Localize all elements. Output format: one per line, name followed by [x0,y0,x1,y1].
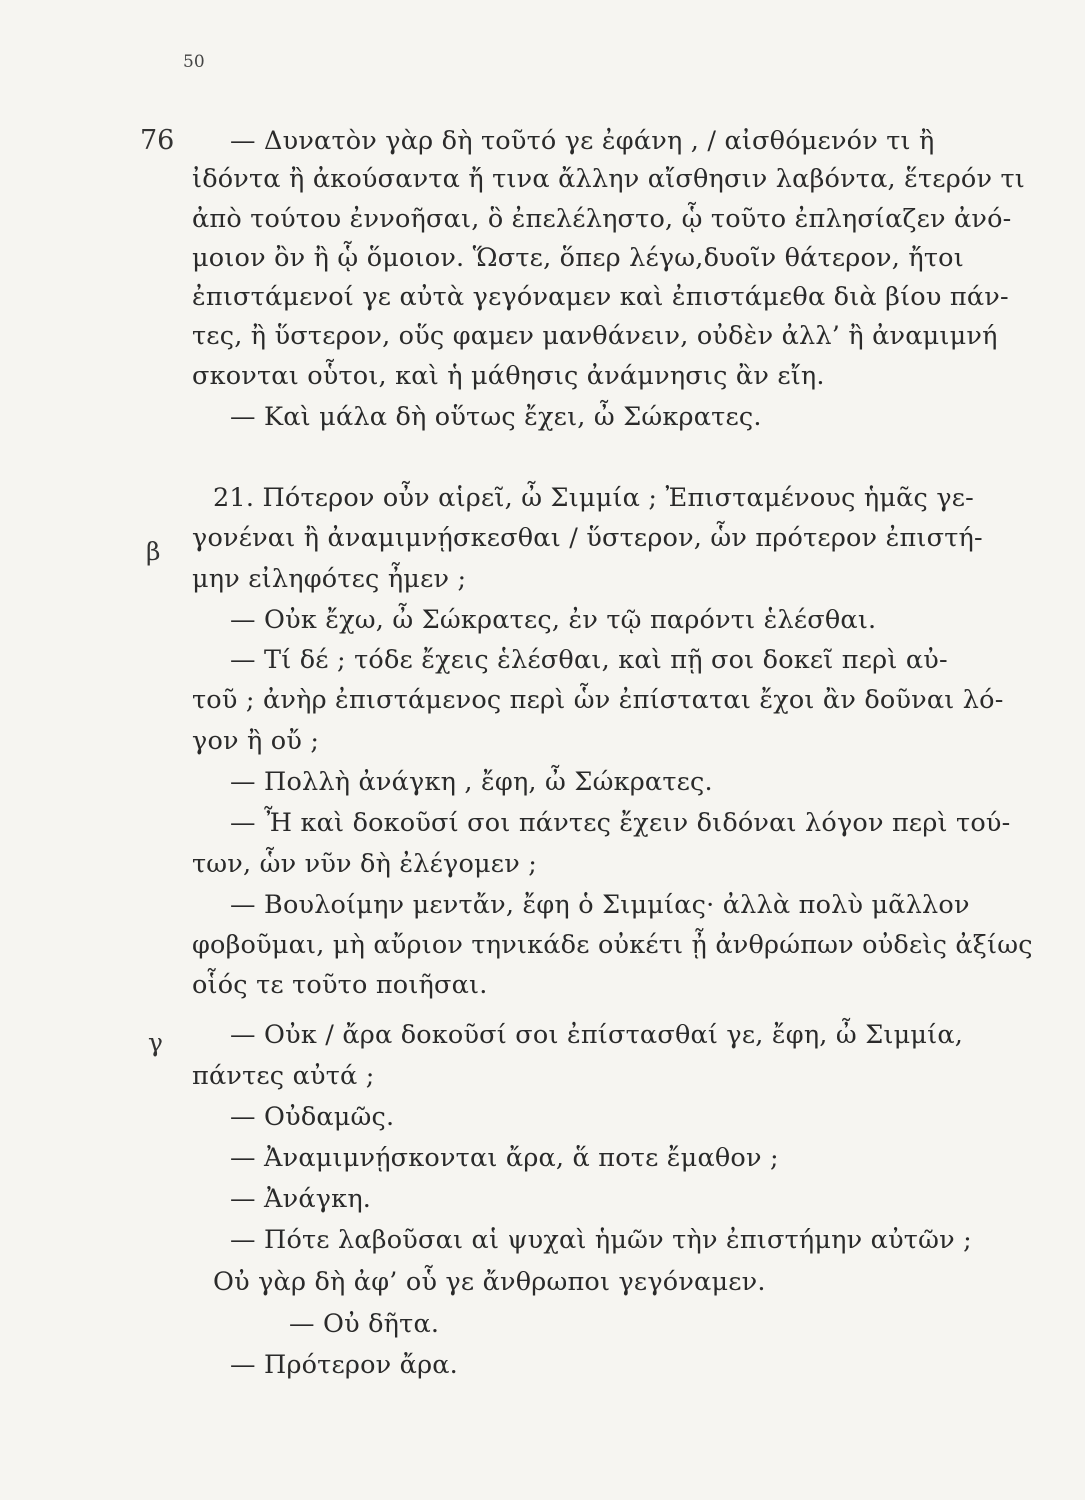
text-line: γον ἢ οὔ ; [192,726,320,756]
text-line: Οὐ γὰρ δὴ ἀφ’ οὗ γε ἄνθρωποι γεγόναμεν. [213,1267,766,1297]
text-line: φοβοῦμαι, μὴ αὔριον τηνικάδε οὐκέτι ᾖ ἀνθρώπων οὐδεὶς ἀξίως [192,930,1033,960]
margin-section-gamma: γ [148,1028,163,1057]
text-line: — Ἀναμιμνῄσκονται ἄρα, ἅ ποτε ἔμαθον ; [230,1143,779,1173]
text-line: — Οὐκ ἔχω, ὦ Σώκρατες, ἐν τῷ παρόντι ἑλέσθαι. [230,605,877,635]
text-line: — Οὐδαμῶς. [230,1102,395,1132]
text-line: — Βουλοίμην μεντἄν, ἔφη ὁ Σιμμίας· ἀλλὰ πολὺ μᾶλλον [230,890,970,920]
text-line: — Πολλὴ ἀνάγκη , ἔφη, ὦ Σώκρατες. [230,767,713,797]
text-line: μην εἰληφότες ἦμεν ; [192,564,467,594]
text-line: — Ἦ καὶ δοκοῦσί σοι πάντες ἔχειν διδόναι λόγον περὶ τού- [230,808,1011,838]
text-line: μοιον ὂν ἢ ᾧ ὅμοιον. Ὥστε, ὅπερ λέγω,δυοῖν θάτερον, ἤτοι [192,243,964,273]
text-line: — Τί δέ ; τόδε ἔχεις ἑλέσθαι, καὶ πῇ σοι δοκεῖ περὶ αὐ- [230,645,948,675]
text-line: τοῦ ; ἀνὴρ ἐπιστάμενος περὶ ὧν ἐπίσταται ἔχοι ἂν δοῦναι λό- [192,685,1004,715]
text-line: των, ὧν νῦν δὴ ἐλέγομεν ; [192,849,537,879]
text-line: ἰδόντα ἢ ἀκούσαντα ἤ τινα ἄλλην αἴσθησιν λαβόντα, ἕτερόν τι [192,164,1025,194]
text-line: — Οὐ δῆτα. [289,1309,440,1339]
margin-section-beta: β [146,537,161,566]
text-line: — Πρότερον ἄρα. [230,1350,458,1380]
text-line: πάντες αὐτά ; [192,1061,375,1091]
text-line: τες, ἢ ὕστερον, οὕς φαμεν μανθάνειν, οὐδὲν ἀλλ’ ἢ ἀναμιμνή [192,321,998,351]
text-line: οἷός τε τοῦτο ποιῆσαι. [192,970,488,1000]
text-line: γονέναι ἢ ἀναμιμνῄσκεσθαι / ὕστερον, ὧν πρότερον ἐπιστή- [192,523,983,553]
text-line: — Ἀνάγκη. [230,1184,372,1214]
text-line: σκονται οὗτοι, καὶ ἡ μάθησις ἀνάμνησις ἂν εἴη. [192,361,825,391]
text-line: — Πότε λαβοῦσαι αἱ ψυχαὶ ἡμῶν τὴν ἐπιστήμην αὐτῶν ; [230,1225,972,1255]
text-line: ἀπὸ τούτου ἐννοῆσαι, ὃ ἐπελέληστο, ᾧ τοῦτο ἐπλησίαζεν ἀνό- [192,204,1012,234]
text-line: — Οὐκ / ἄρα δοκοῦσί σοι ἐπίστασθαί γε, ἔφη, ὦ Σιμμία, [230,1020,964,1050]
margin-section-76: 76 [140,125,175,156]
text-line: 21. Πότερον οὖν αἱρεῖ, ὦ Σιμμία ; Ἐπισταμένους ἡμᾶς γε- [213,483,974,513]
text-line: ἐπιστάμενοί γε αὐτὰ γεγόναμεν καὶ ἐπιστάμεθα διὰ βίου πάν- [192,282,1009,312]
page-number: 50 [183,52,205,72]
text-line: — Καὶ μάλα δὴ οὕτως ἔχει, ὦ Σώκρατες. [230,402,762,432]
text-line: — Δυνατὸν γὰρ δὴ τοῦτό γε ἐφάνη , / αἰσθόμενόν τι ἢ [230,126,935,156]
